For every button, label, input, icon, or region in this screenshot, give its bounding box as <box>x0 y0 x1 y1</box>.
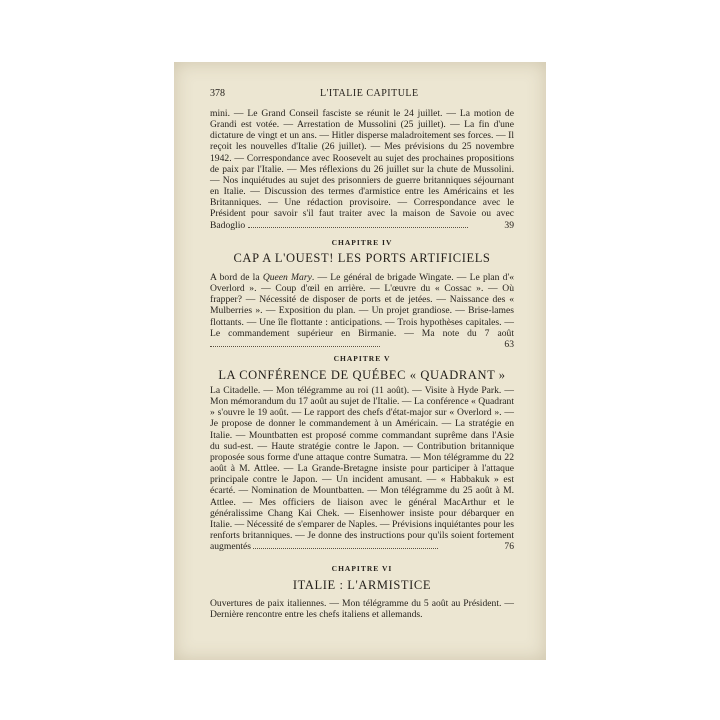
chapter-4-summary <box>210 272 514 350</box>
chapter-4-page: 63 <box>504 338 514 350</box>
chapter-5-text: La Citadelle. — Mon télégramme au roi (11 août). — Visite à Hyde Park. — Mon mémorandum du 17 août au sujet de l'Italie. — La conférence « Quadrant » s'ouvre le 19 août. — Le rapport des chefs d'état-major sur « Overlord ». — Je propose de donner le commandement à un Américain. — La stratégie en Italie. — Mountbatten est proposé comme commandant suprême dans l'Asie du sud-est. — Haute stratégie contre le Japon. — Contribution britannique proposée sous forme d'une attaque contre Sumatra. — Mon télégramme du 22 août à M. Attlee. — La Grande-Bretagne insiste pour participer à l'attaque principale contre le Japon. — Un incident amusant. — « Habbakuk » est écarté. — Nomination de Mountbatten. — Mon télégramme du 25 août à M. Attlee. — Mes officiers de liaison avec le général MacArthur et le généralissime Chang Kai Chek. — Eisenhower insiste pour débarquer en Italie. — Nécessité de s'emparer de Naples. — Prévisions inquiétantes pour les renforts britanniques. — Je donne des instructions pour qu'ils soient fortement augmentés <box>210 385 514 553</box>
leader-dots <box>253 542 438 549</box>
chapter-4-text-b: . — Le général de brigade Wingate. — Le plan d'« Overlord ». — Coup d'œil en arrière. — L'œuvre du « Cossac ». — Où frapper? — Nécessité de disposer de ports et de jetées. — Naissance des « Mulberries ». — Exposition du plan. — Un projet grandiose. — Brise-lames flottants. — Une île flottante : anticipations. — Trois hypothèses capitales. — Le commandement supérieur en Birmanie. — Ma note du 7 août <box>210 272 514 339</box>
page-number: 378 <box>210 88 225 99</box>
chapter-6-text: Ouvertures de paix italiennes. — Mon télégramme du 5 août au Président. — Dernière rencontre entre les chefs italiens et allemands. <box>210 598 514 621</box>
running-title: L'ITALIE CAPITULE <box>320 88 419 99</box>
chapter-4-text-a: A bord de la <box>210 272 263 283</box>
chapter-6-label: CHAPITRE VI <box>331 564 393 573</box>
section-1-text: mini. — Le Grand Conseil fasciste se réunit le 24 juillet. — La motion de Grandi est votée. — Arrestation de Mussolini (25 juillet). — La fin d'une dictature de vingt et un ans. — Hitler disperse maladroitement ses forces. — Il reçoit les nouvelles d'Italie (26 juillet). — Mes prévisions du 25 novembre 1942. — Correspondance avec Roosevelt au sujet des prochaines propositions de paix par l'Italie. — Mes réflexions du 26 juillet sur la chute de Mussolini. — Nos inquiétudes au sujet des prisonniers de guerre britanniques séjournant en Italie. — Discussion des termes d'armistice entre les Américains et les Britanniques. — Une rédaction provisoire. — Correspondance avec le Président pour savoir s'il faut traiter avec la maison de Savoie ou avec Badoglio <box>210 108 514 231</box>
section-1-page: 39 <box>504 219 514 231</box>
chapter-5-label: CHAPITRE V <box>333 354 391 363</box>
page-header <box>210 88 514 102</box>
chapter-6-title: ITALIE : L'ARMISTICE <box>292 578 432 592</box>
leader-dots <box>248 221 468 228</box>
chapter-5-summary <box>210 385 514 552</box>
section-1-summary <box>210 108 514 231</box>
leader-dots <box>210 340 380 347</box>
chapter-5-page: 76 <box>504 541 514 553</box>
ship-name: Queen Mary <box>262 272 312 283</box>
chapter-5-title: LA CONFÉRENCE DE QUÉBEC « QUADRANT » <box>218 368 506 382</box>
chapter-4-title: CAP A L'OUEST! LES PORTS ARTIFICIELS <box>233 251 491 265</box>
book-page <box>174 62 546 660</box>
chapter-4-label: CHAPITRE IV <box>331 238 393 247</box>
chapter-6-summary <box>210 598 514 620</box>
